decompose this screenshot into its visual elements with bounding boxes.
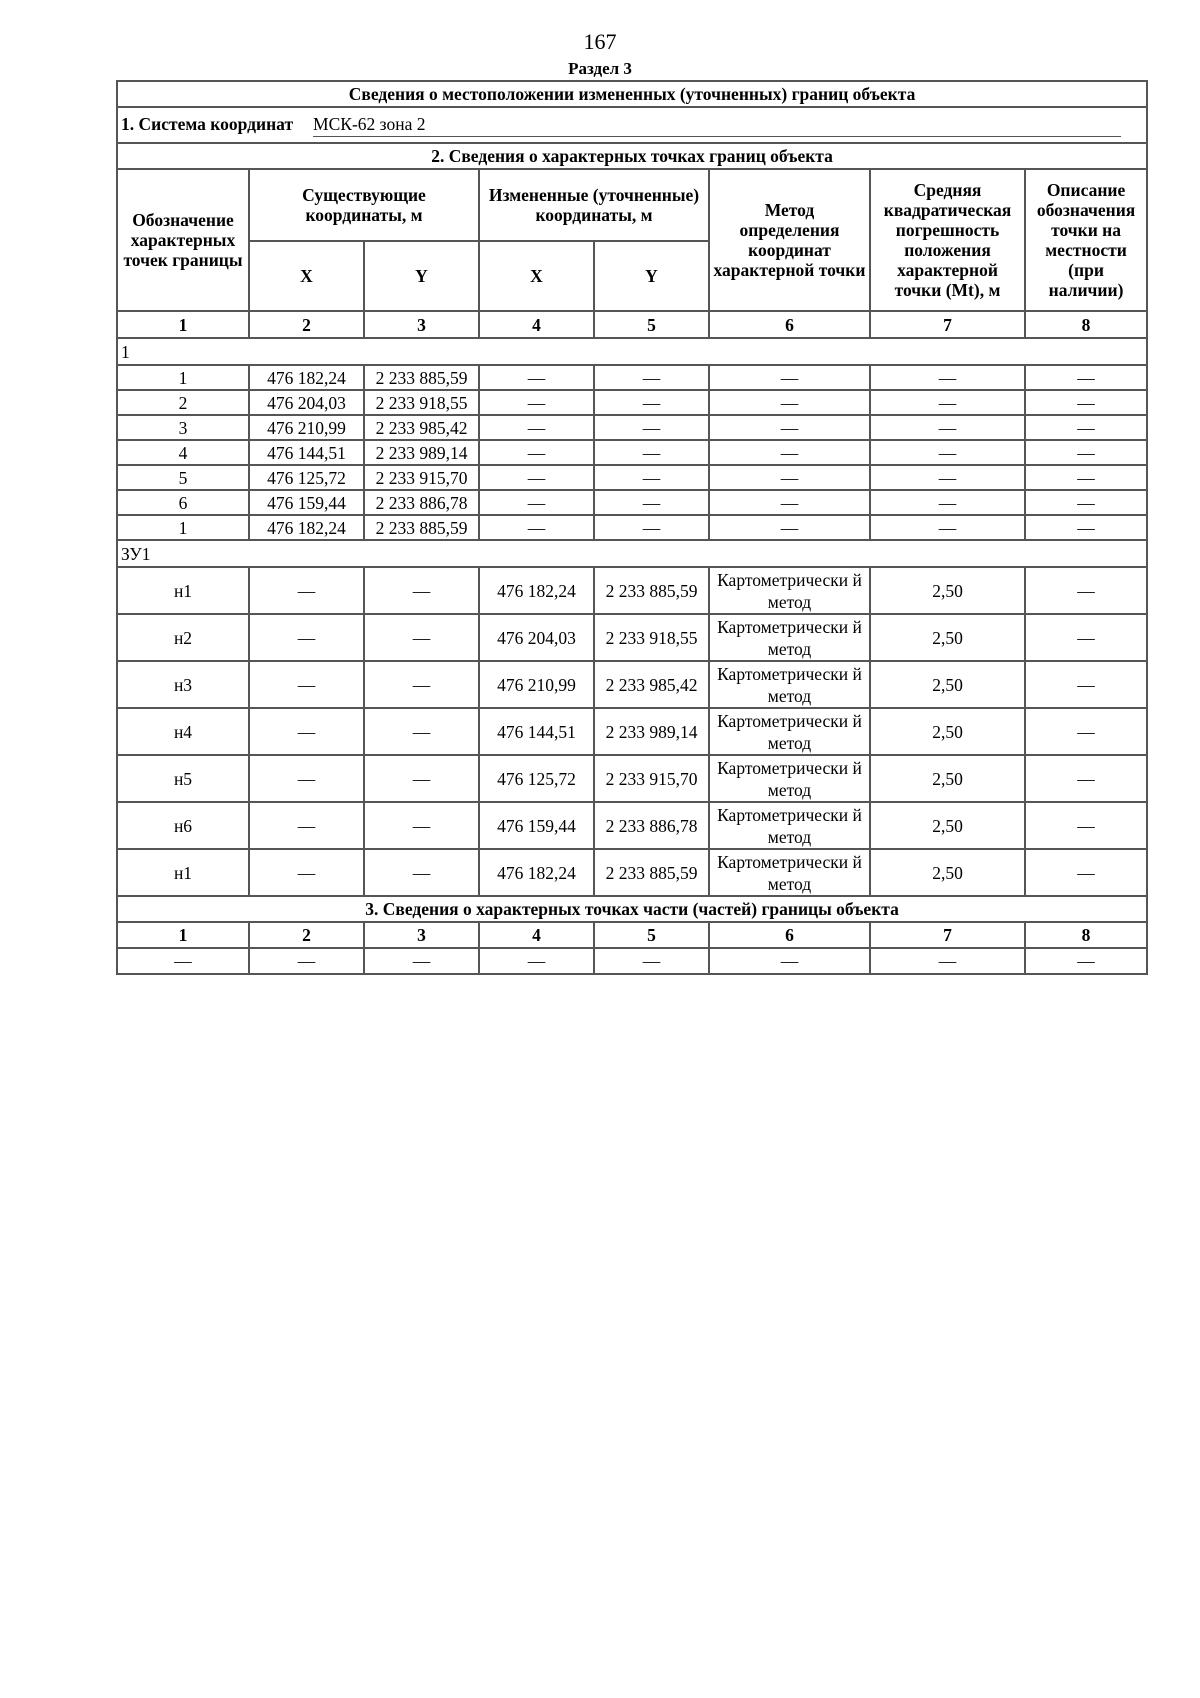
group1-cell: —	[1025, 440, 1147, 465]
table-row	[117, 755, 1147, 802]
group1-cell: —	[594, 515, 709, 540]
section3-column-number-5: 5	[594, 922, 709, 948]
section3-cell: —	[870, 948, 1025, 974]
method-cell: Картометрически й метод	[709, 567, 870, 614]
group2-cell: н1	[117, 567, 249, 614]
header-existing-x: X	[249, 241, 364, 311]
section3-column-number-4: 4	[479, 922, 594, 948]
group2-cell: н1	[117, 849, 249, 896]
table-row	[117, 490, 1147, 515]
section3-cell: —	[117, 948, 249, 974]
group1-cell: —	[479, 365, 594, 390]
table-row	[117, 708, 1147, 755]
group1-cell: —	[709, 440, 870, 465]
group1-cell: —	[594, 390, 709, 415]
table-row	[117, 390, 1147, 415]
group2-cell: 476 204,03	[479, 614, 594, 661]
section2-title: 2. Сведения о характерных точках границ объекта	[117, 143, 1147, 169]
column-number-3: 3	[364, 311, 479, 338]
group2-cell: н5	[117, 755, 249, 802]
group1-cell: 476 182,24	[249, 515, 364, 540]
section-title: Раздел 3	[568, 59, 632, 78]
group1-cell: 6	[117, 490, 249, 515]
group1-cell: —	[479, 440, 594, 465]
header-method: Метод определения координат характерной точки	[709, 169, 870, 311]
group2-cell: 2 233 885,59	[594, 567, 709, 614]
group2-cell: 476 159,44	[479, 802, 594, 849]
group2-cell: 476 144,51	[479, 708, 594, 755]
group1-cell: —	[1025, 415, 1147, 440]
group2-cell: —	[1025, 614, 1147, 661]
section3-cell: —	[249, 948, 364, 974]
group1-cell: 476 144,51	[249, 440, 364, 465]
group1-cell: 476 204,03	[249, 390, 364, 415]
section3-cell: —	[479, 948, 594, 974]
group1-cell: 476 210,99	[249, 415, 364, 440]
header-error: Средняя квадратическая погрешность положения характерной точки (Mt), м	[870, 169, 1025, 311]
group1-cell: 1	[117, 515, 249, 540]
group1-cell: —	[594, 365, 709, 390]
coord-system-row	[117, 107, 1147, 143]
group2-cell: —	[249, 755, 364, 802]
group2-cell: 476 125,72	[479, 755, 594, 802]
group1-label: 1	[117, 338, 1147, 365]
section3-cell: —	[709, 948, 870, 974]
table-row	[117, 515, 1147, 540]
group1-cell: —	[870, 515, 1025, 540]
group1-cell: —	[1025, 465, 1147, 490]
group2-cell: н4	[117, 708, 249, 755]
header-existing-y: Y	[364, 241, 479, 311]
boundary-table	[116, 80, 1148, 975]
group1-cell: —	[709, 515, 870, 540]
group2-cell: —	[249, 708, 364, 755]
column-number-4: 4	[479, 311, 594, 338]
group1-cell: 4	[117, 440, 249, 465]
method-cell: Картометрически й метод	[709, 661, 870, 708]
table-row	[117, 802, 1147, 849]
method-cell: Картометрически й метод	[709, 708, 870, 755]
group1-cell: 476 182,24	[249, 365, 364, 390]
group1-cell: 2 233 918,55	[364, 390, 479, 415]
group1-cell: —	[479, 415, 594, 440]
header-designation: Обозначение характерных точек границы	[117, 169, 249, 311]
table-row	[117, 415, 1147, 440]
group2-cell: 2,50	[870, 802, 1025, 849]
header-existing: Существующие координаты, м	[249, 169, 479, 241]
table-row	[117, 614, 1147, 661]
group2-cell: —	[249, 802, 364, 849]
group2-cell: 2 233 885,59	[594, 849, 709, 896]
group1-cell: —	[870, 440, 1025, 465]
group2-cell: —	[249, 614, 364, 661]
group2-cell: 2 233 985,42	[594, 661, 709, 708]
group2-cell: —	[1025, 802, 1147, 849]
group2-label: ЗУ1	[117, 540, 1147, 567]
group1-cell: —	[479, 515, 594, 540]
table-row	[117, 567, 1147, 614]
group1-cell: —	[1025, 390, 1147, 415]
section3-cell: —	[594, 948, 709, 974]
group2-cell: —	[1025, 661, 1147, 708]
group2-cell: н3	[117, 661, 249, 708]
group2-cell: 2,50	[870, 567, 1025, 614]
group2-cell: 2,50	[870, 614, 1025, 661]
group2-cell: —	[364, 614, 479, 661]
group1-cell: —	[709, 490, 870, 515]
group2-cell: —	[364, 567, 479, 614]
coord-system-label: 1. Система координат	[121, 113, 294, 134]
group1-cell: 2	[117, 390, 249, 415]
group2-cell: 2 233 915,70	[594, 755, 709, 802]
table-row	[117, 365, 1147, 390]
group1-cell: —	[479, 490, 594, 515]
group1-cell: 1	[117, 365, 249, 390]
group1-cell: 2 233 885,59	[364, 365, 479, 390]
group2-cell: —	[249, 849, 364, 896]
column-number-6: 6	[709, 311, 870, 338]
section3-column-number-8: 8	[1025, 922, 1147, 948]
group2-cell: —	[1025, 708, 1147, 755]
group2-cell: 2,50	[870, 661, 1025, 708]
table-row	[117, 849, 1147, 896]
method-cell: Картометрически й метод	[709, 849, 870, 896]
group1-cell: —	[594, 415, 709, 440]
group2-cell: —	[364, 849, 479, 896]
group2-cell: —	[1025, 849, 1147, 896]
method-cell: Картометрически й метод	[709, 614, 870, 661]
table-row	[117, 661, 1147, 708]
group1-cell: 2 233 985,42	[364, 415, 479, 440]
group2-cell: —	[364, 802, 479, 849]
group2-cell: —	[249, 661, 364, 708]
group1-cell: 2 233 915,70	[364, 465, 479, 490]
group1-cell: —	[709, 415, 870, 440]
header-changed-x: X	[479, 241, 594, 311]
group2-cell: 2,50	[870, 755, 1025, 802]
group2-cell: 476 182,24	[479, 849, 594, 896]
table-row	[117, 465, 1147, 490]
group1-cell: 2 233 885,59	[364, 515, 479, 540]
section3-column-number-7: 7	[870, 922, 1025, 948]
group1-cell: —	[870, 390, 1025, 415]
group1-cell: 476 159,44	[249, 490, 364, 515]
section3-cell: —	[1025, 948, 1147, 974]
group1-cell: —	[594, 465, 709, 490]
group1-cell: —	[479, 465, 594, 490]
header-description: Описание обозначения точки на местности (при наличии)	[1025, 169, 1147, 311]
group1-cell: —	[1025, 490, 1147, 515]
section3-cell: —	[364, 948, 479, 974]
group1-cell: —	[870, 465, 1025, 490]
group2-cell: —	[364, 755, 479, 802]
group2-cell: —	[364, 708, 479, 755]
section3-column-number-3: 3	[364, 922, 479, 948]
group1-cell: 2 233 886,78	[364, 490, 479, 515]
group1-cell: —	[709, 390, 870, 415]
group2-cell: 2,50	[870, 708, 1025, 755]
group1-cell: —	[594, 440, 709, 465]
group1-cell: 476 125,72	[249, 465, 364, 490]
group2-cell: 476 210,99	[479, 661, 594, 708]
group2-cell: 476 182,24	[479, 567, 594, 614]
method-cell: Картометрически й метод	[709, 802, 870, 849]
column-number-5: 5	[594, 311, 709, 338]
group2-cell: —	[249, 567, 364, 614]
group2-cell: —	[1025, 567, 1147, 614]
method-cell: Картометрически й метод	[709, 755, 870, 802]
group1-cell: —	[870, 490, 1025, 515]
page-number: 167	[583, 29, 617, 54]
group2-cell: 2 233 989,14	[594, 708, 709, 755]
table-title: Сведения о местоположении измененных (уточненных) границ объекта	[117, 81, 1147, 107]
column-number-1: 1	[117, 311, 249, 338]
section3-column-number-2: 2	[249, 922, 364, 948]
group1-cell: —	[709, 465, 870, 490]
group2-cell: 2 233 886,78	[594, 802, 709, 849]
group2-cell: —	[1025, 755, 1147, 802]
group1-cell: 3	[117, 415, 249, 440]
group1-cell: —	[594, 490, 709, 515]
group2-cell: —	[364, 661, 479, 708]
column-number-2: 2	[249, 311, 364, 338]
group2-cell: 2,50	[870, 849, 1025, 896]
group2-cell: н2	[117, 614, 249, 661]
column-number-8: 8	[1025, 311, 1147, 338]
group1-cell: 2 233 989,14	[364, 440, 479, 465]
group1-cell: —	[1025, 365, 1147, 390]
table-row	[117, 948, 1147, 974]
group1-cell: —	[1025, 515, 1147, 540]
group1-cell: —	[479, 390, 594, 415]
group1-cell: 5	[117, 465, 249, 490]
group2-cell: 2 233 918,55	[594, 614, 709, 661]
group2-cell: н6	[117, 802, 249, 849]
group1-cell: —	[709, 365, 870, 390]
column-number-7: 7	[870, 311, 1025, 338]
header-changed-y: Y	[594, 241, 709, 311]
group1-cell: —	[870, 365, 1025, 390]
section3-title: 3. Сведения о характерных точках части (частей) границы объекта	[117, 896, 1147, 922]
section3-column-number-6: 6	[709, 922, 870, 948]
coord-system-value: МСК-62 зона 2	[313, 114, 1121, 137]
section3-column-number-1: 1	[117, 922, 249, 948]
group1-cell: —	[870, 415, 1025, 440]
table-row	[117, 440, 1147, 465]
header-changed: Измененные (уточненные) координаты, м	[479, 169, 709, 241]
